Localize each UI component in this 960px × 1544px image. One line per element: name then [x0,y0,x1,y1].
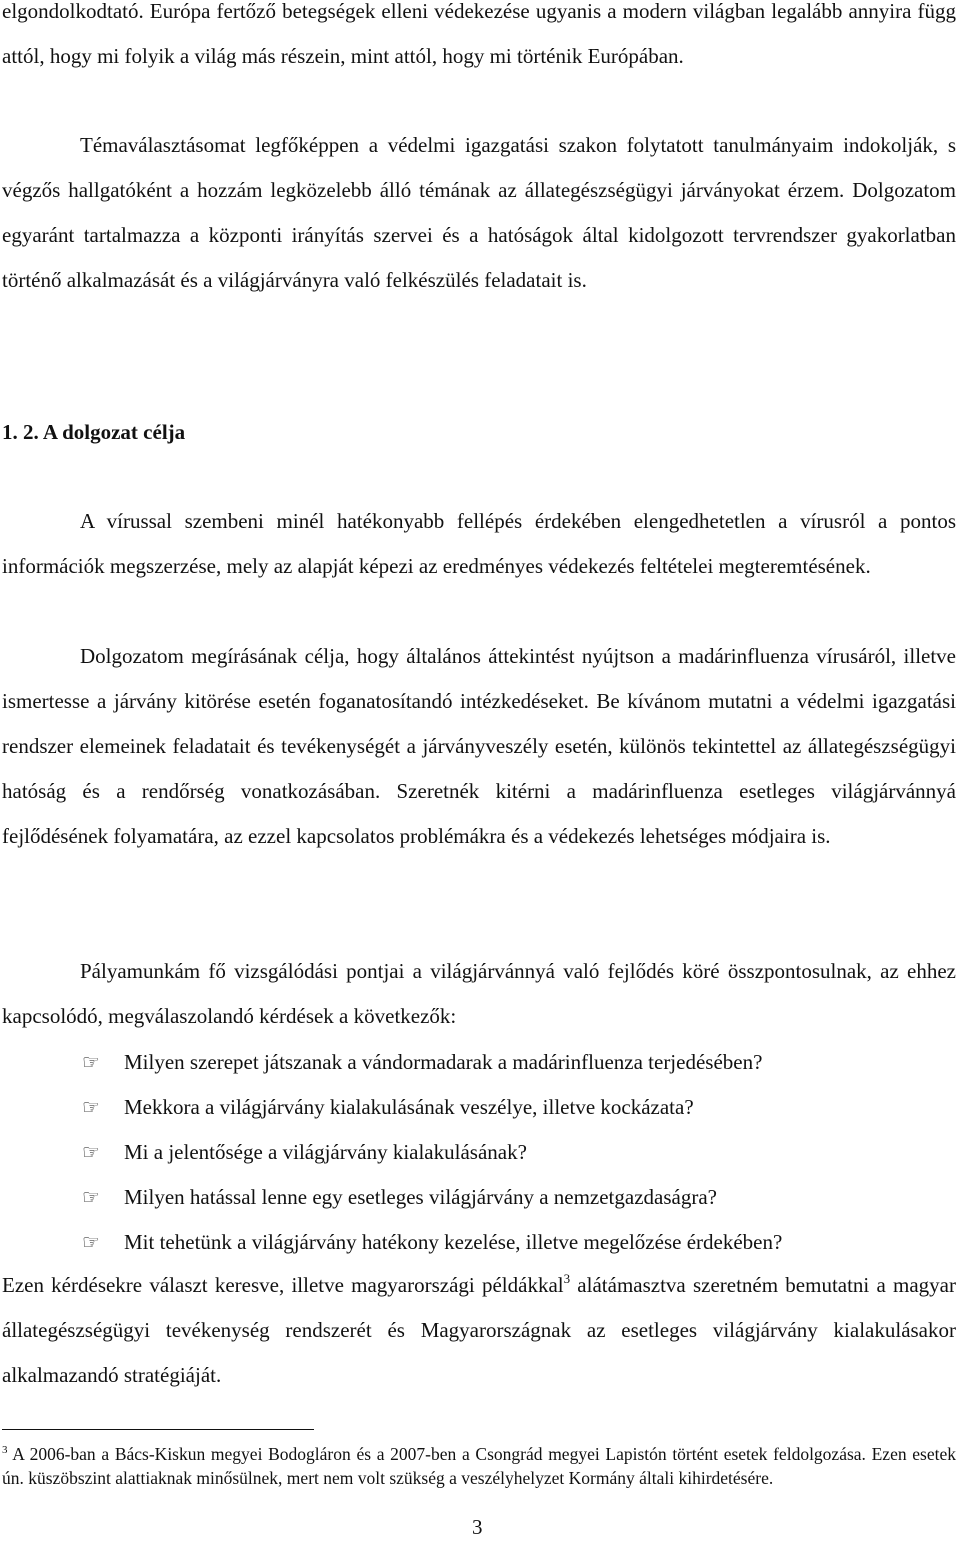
paragraph-text [2,1263,956,1398]
paragraph-intro-continuation [2,0,956,79]
paragraph-text-part: Ezen kérdésekre választ keresve, illetve magyarországi példákkal [2,1273,564,1297]
paragraph-text: Témaválasztásomat legfőképpen a védelmi igazgatási szakon folytatott tanulmányaim indokolják, s végzős hallgatóként a hozzám legközelebb álló témának az állategészségügyi járványokat érzem. Dolgozatom egyaránt tartalmazza a központi irányítás szervei és a hatóságok által kidolgozott tervrendszer gyakorlatban történő alkalmazását és a világjárványra való felkészülés feladatait is. [2,133,956,292]
pointing-hand-icon: ☞ [82,1050,100,1074]
question-text: Milyen hatással lenne egy esetleges világjárvány a nemzetgazdaságra? [124,1185,717,1209]
question-text: Milyen szerepet játszanak a vándormadarak a madárinfluenza terjedésében? [124,1050,763,1074]
paragraph-text-part: alátámasztva szeretném bemutatni a magyar állategészségügyi tevékenység rendszerét és Magyarországnak az esetleges világjárvány kialakulásakor alkalmazandó stratégiáját. [2,1273,956,1387]
footnote-reference[interactable]: 3 [563,1271,571,1286]
paragraph-text: elgondolkodtató. Európa fertőző betegségek elleni védekezése ugyanis a modern világban legalább annyira függ attól, hogy mi folyik a világ más részein, mint attól, hogy mi történik Európában. [2,0,956,68]
paragraph-text: Pályamunkám fő vizsgálódási pontjai a világjárvánnyá való fejlődés köré összpontosulnak, az ehhez kapcsolódó, megválaszolandó kérdések a következők: [2,959,956,1028]
paragraph-text: Dolgozatom megírásának célja, hogy általános áttekintést nyújtson a madárinfluenza vírusáról, illetve ismertesse a járvány kitörése esetén foganatosítandó intézkedéseket. Be kívánom mutatni a védelmi igazgatási rendszer elemeinek feladatait és tevékenységét a járványveszély esetén, különös tekintettel az állategészségügyi hatóság és a rendőrség vonatkozásában. Szeretnék kitérni a madárinfluenza esetleges világjárvánnyá fejlődésének folyamatára, az ezzel kapcsolatos problémákra és a védekezés lehetséges módjaira is. [2,644,956,848]
question-list [2,1040,956,1265]
list-item [2,1085,956,1130]
pointing-hand-icon: ☞ [82,1095,100,1119]
list-item [2,1220,956,1265]
list-item [2,1175,956,1220]
paragraph-research-focus [2,949,956,1039]
pointing-hand-icon: ☞ [82,1185,100,1209]
paragraph-conclusion [2,1263,956,1398]
question-text: Mi a jelentősége a világjárvány kialakulásának? [124,1140,527,1164]
question-text: Mit tehetünk a világjárvány hatékony kezelése, illetve megelőzése érdekében? [124,1230,783,1254]
footnote-text: A 2006-ban a Bács-Kiskun megyei Bodogláron és a 2007-ben a Csongrád megyei Lapistón történt esetek feldolgozása. Ezen esetek ún. küszöbszint alattiaknak minősülnek, mert nem volt szükség a veszélyhelyzet Kormány általi kihirdetésére. [2,1444,956,1488]
pointing-hand-icon: ☞ [82,1230,100,1254]
list-item [2,1040,956,1085]
pointing-hand-icon: ☞ [82,1140,100,1164]
paragraph-text: A vírussal szembeni minél hatékonyabb fellépés érdekében elengedhetetlen a vírusról a pontos információk megszerzése, mely az alapját képezi az eredményes védekezés feltételei megteremtésének. [2,509,956,578]
page-number: 3 [472,1515,483,1539]
paragraph-thesis-aim [2,634,956,859]
section-heading: 1. 2. A dolgozat célja [2,420,186,444]
footnote [2,1442,956,1490]
paragraph-topic-choice [2,123,956,303]
footnote-separator [2,1429,314,1430]
question-text: Mekkora a világjárvány kialakulásának veszélye, illetve kockázata? [124,1095,694,1119]
footnote-number: 3 [2,1444,8,1456]
list-item [2,1130,956,1175]
paragraph-virus-info [2,499,956,589]
